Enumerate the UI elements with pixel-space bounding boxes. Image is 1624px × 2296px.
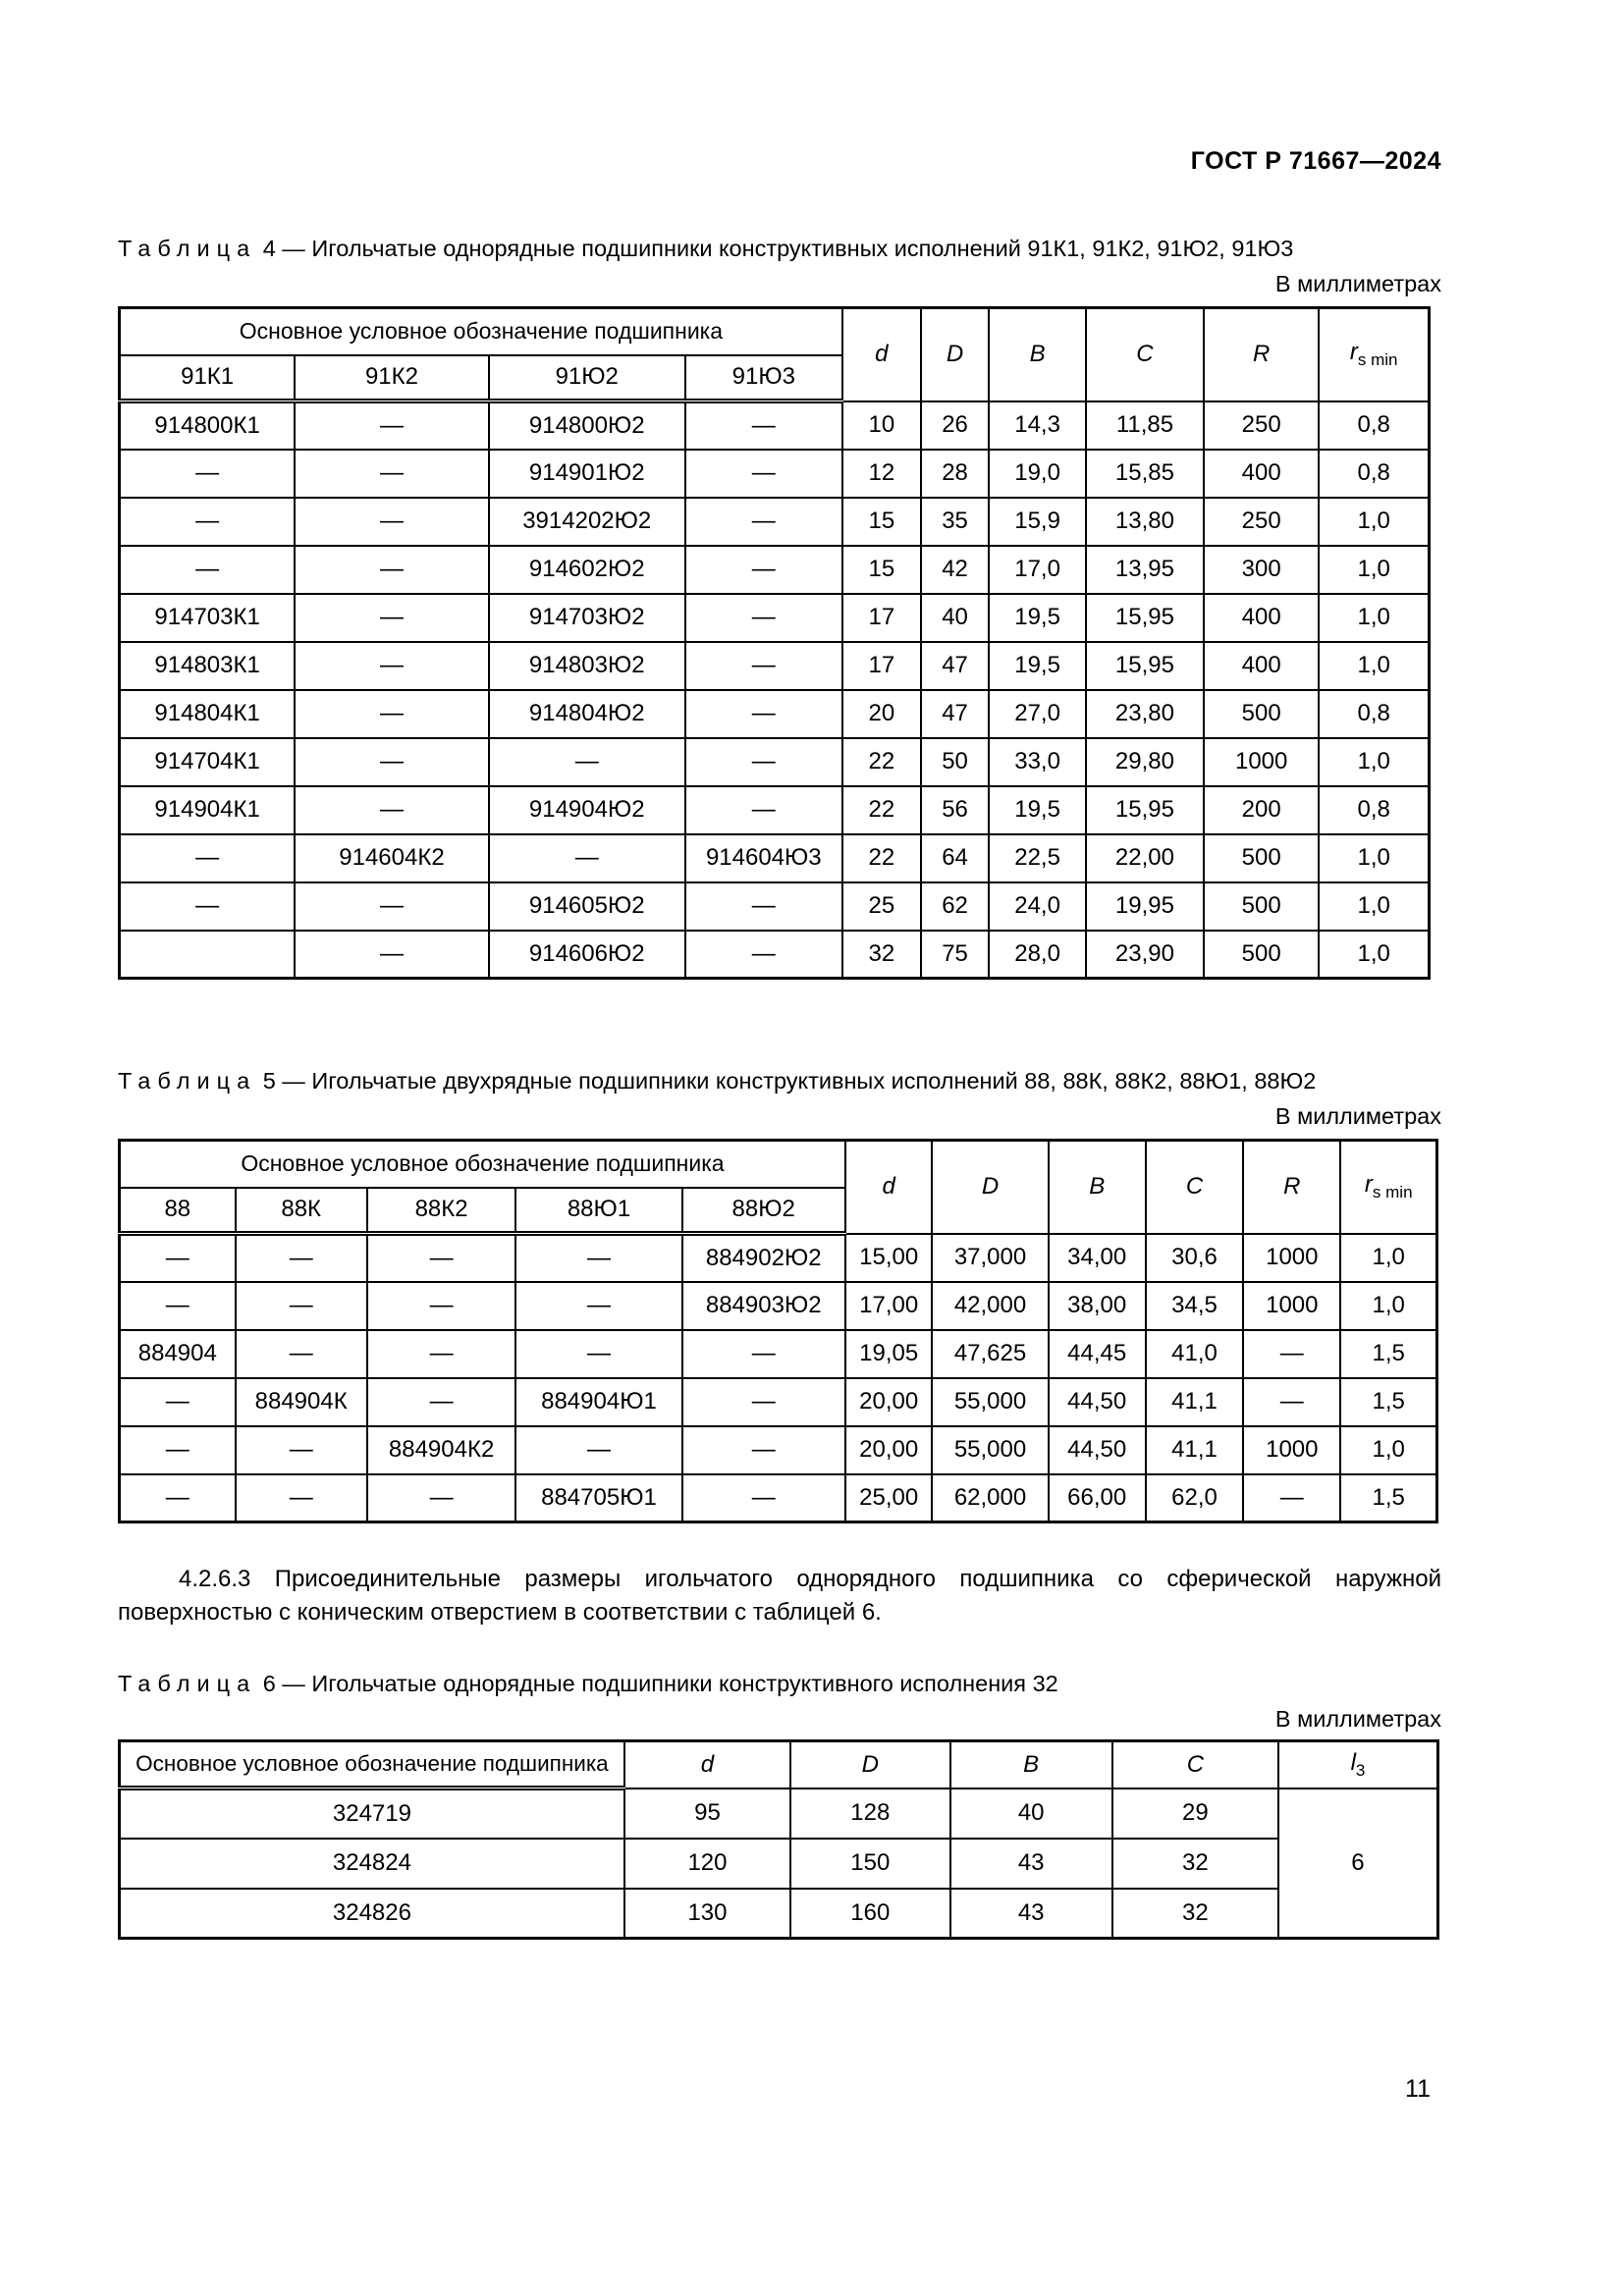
table-cell: — (515, 1330, 681, 1378)
table5-col-d: d (845, 1141, 933, 1234)
table-cell: 914703К1 (120, 594, 296, 642)
table-cell: 19,5 (989, 642, 1086, 690)
table-cell: — (120, 834, 296, 882)
table-cell: 41,1 (1146, 1426, 1243, 1474)
table5-col-R: R (1243, 1141, 1340, 1234)
table-cell: 1,0 (1340, 1282, 1436, 1330)
table-cell: 884904Ю1 (515, 1378, 681, 1426)
table-cell: 1,0 (1319, 642, 1429, 690)
table-cell: 1000 (1243, 1234, 1340, 1282)
table-cell: 30,6 (1146, 1234, 1243, 1282)
table-cell: — (236, 1474, 367, 1522)
table-row (120, 1426, 1437, 1474)
table5-col-C: C (1146, 1141, 1243, 1234)
table-cell: 914602Ю2 (489, 546, 685, 594)
table-cell: 26 (921, 401, 989, 450)
table-cell: — (489, 834, 685, 882)
table-cell: 400 (1204, 642, 1319, 690)
table-cell: 17 (842, 594, 921, 642)
table4-designation-header: Основное условное обозначение подшипника (120, 308, 842, 355)
table-cell: 22 (842, 834, 921, 882)
table-row (120, 1474, 1437, 1522)
table-cell: 19,0 (989, 450, 1086, 498)
table-cell: 914803Ю2 (489, 642, 685, 690)
table-cell: 20 (842, 690, 921, 738)
table-cell: 130 (624, 1889, 790, 1939)
table-cell: 50 (921, 738, 989, 786)
table-cell: — (685, 931, 842, 979)
table-cell: — (1243, 1330, 1340, 1378)
table-cell: 150 (790, 1839, 950, 1889)
table-cell: 40 (950, 1789, 1112, 1839)
table-cell: — (1243, 1474, 1340, 1522)
table-cell: 1,5 (1340, 1378, 1436, 1426)
table-cell: 34,00 (1049, 1234, 1146, 1282)
table6-units-label: В миллиметрах (1274, 1706, 1441, 1732)
table-cell: 250 (1204, 498, 1319, 546)
table-cell: 1,0 (1340, 1234, 1436, 1282)
table-cell: 32 (842, 931, 921, 979)
table-cell: 40 (921, 594, 989, 642)
table-cell: 34,5 (1146, 1282, 1243, 1330)
table-cell: 1,5 (1340, 1474, 1436, 1522)
table-cell: 400 (1204, 450, 1319, 498)
table4-col-rsmin: $r_{s min}$ (1319, 308, 1429, 401)
table-cell: 19,5 (989, 594, 1086, 642)
table-cell: 64 (921, 834, 989, 882)
table-cell: 1,0 (1319, 931, 1429, 979)
table-cell: 324824 (120, 1839, 624, 1889)
table-cell: 19,05 (845, 1330, 933, 1378)
table-cell: — (367, 1234, 516, 1282)
table-cell: 15,00 (845, 1234, 933, 1282)
table-cell: — (236, 1234, 367, 1282)
table-cell: — (685, 594, 842, 642)
table-cell: 62,0 (1146, 1474, 1243, 1522)
standard-code-header: ГОСТ Р 71667—2024 (1190, 147, 1441, 175)
table-cell: 47,625 (932, 1330, 1048, 1378)
table5-subcol-88: 88 (120, 1188, 236, 1234)
table-cell: 38,00 (1049, 1282, 1146, 1330)
table5-title-word: Таблица (118, 1068, 257, 1094)
table-row (120, 1839, 1438, 1889)
table-cell: 35 (921, 498, 989, 546)
table-cell: — (120, 498, 296, 546)
table-cell: — (295, 642, 488, 690)
page-number: 11 (1405, 2075, 1431, 2103)
table-cell: 914605Ю2 (489, 882, 685, 931)
table-cell: — (295, 786, 488, 834)
table-cell: 20,00 (845, 1426, 933, 1474)
table-cell: 42,000 (932, 1282, 1048, 1330)
table-cell: 914704К1 (120, 738, 296, 786)
table-cell (120, 931, 296, 979)
table-cell: — (120, 1282, 236, 1330)
table-cell: — (120, 1474, 236, 1522)
table-cell: 120 (624, 1839, 790, 1889)
table4-subcol-91k1: 91К1 (120, 355, 296, 401)
table4-col-D: D (921, 308, 989, 401)
table-cell: 20,00 (845, 1378, 933, 1426)
table-cell: — (682, 1378, 845, 1426)
table-cell: 27,0 (989, 690, 1086, 738)
table5-title-rest: 5 — Игольчатые двухрядные подшипники конструктивных исполнений 88, 88К, 88К2, 88Ю1, 88Ю2 (262, 1068, 1317, 1094)
table-cell: — (295, 546, 488, 594)
table-cell: 17,00 (845, 1282, 933, 1330)
table-cell: 41,0 (1146, 1330, 1243, 1378)
table-row (120, 1789, 1438, 1839)
table-cell: 43 (950, 1889, 1112, 1939)
table-cell: 55,000 (932, 1426, 1048, 1474)
table-cell: 1000 (1243, 1426, 1340, 1474)
table-cell: 15,95 (1086, 594, 1204, 642)
table-cell: — (685, 738, 842, 786)
table-cell: — (682, 1474, 845, 1522)
table-cell: 23,80 (1086, 690, 1204, 738)
table-cell: 19,5 (989, 786, 1086, 834)
table4-title-word: Таблица (118, 236, 257, 261)
table-cell: — (295, 738, 488, 786)
table-cell: 47 (921, 690, 989, 738)
table-cell: 42 (921, 546, 989, 594)
table-row (120, 931, 1430, 979)
table-cell: 22 (842, 738, 921, 786)
table-cell: 44,50 (1049, 1378, 1146, 1426)
table-cell: 22 (842, 786, 921, 834)
table-cell: — (367, 1282, 516, 1330)
table-cell: 200 (1204, 786, 1319, 834)
table-cell: — (685, 642, 842, 690)
table-cell: — (120, 546, 296, 594)
table6-col-C: C (1112, 1741, 1278, 1789)
table6-col-l3: $l_3$ (1278, 1741, 1438, 1789)
table5-subcol-88k2: 88К2 (367, 1188, 516, 1234)
table-cell: 12 (842, 450, 921, 498)
table-cell: 19,95 (1086, 882, 1204, 931)
table-cell: 0,8 (1319, 401, 1429, 450)
table-cell: 500 (1204, 690, 1319, 738)
table-cell: 15,95 (1086, 642, 1204, 690)
table-cell: 17,0 (989, 546, 1086, 594)
table-cell: 1,0 (1340, 1426, 1436, 1474)
table-cell: 500 (1204, 882, 1319, 931)
table-cell: 14,3 (989, 401, 1086, 450)
table-cell: 3914202Ю2 (489, 498, 685, 546)
table-cell: 23,90 (1086, 931, 1204, 979)
table-cell: 15,95 (1086, 786, 1204, 834)
table-cell: 37,000 (932, 1234, 1048, 1282)
table-cell: — (685, 786, 842, 834)
table-cell: 1,0 (1319, 498, 1429, 546)
table6-header-row (120, 1741, 1438, 1789)
table6-title-rest: 6 — Игольчатые однорядные подшипники конструктивного исполнения 32 (262, 1671, 1058, 1696)
table-cell: 400 (1204, 594, 1319, 642)
table-cell: 47 (921, 642, 989, 690)
table-cell: — (515, 1426, 681, 1474)
table-cell: 28 (921, 450, 989, 498)
table5-subcol-88k: 88К (236, 1188, 367, 1234)
table-cell: 1,0 (1319, 882, 1429, 931)
table-cell: 884902Ю2 (682, 1234, 845, 1282)
table-row (120, 594, 1430, 642)
table-cell: — (120, 882, 296, 931)
table-cell: 41,1 (1146, 1378, 1243, 1426)
table-cell: 28,0 (989, 931, 1086, 979)
table-cell: 914803К1 (120, 642, 296, 690)
table-cell: 1,0 (1319, 834, 1429, 882)
table-cell: — (515, 1282, 681, 1330)
table-cell: 15,85 (1086, 450, 1204, 498)
table-cell: 62,000 (932, 1474, 1048, 1522)
table-cell: 1,0 (1319, 594, 1429, 642)
table-cell: 884705Ю1 (515, 1474, 681, 1522)
table5-col-rsmin: $r_{s min}$ (1340, 1141, 1436, 1234)
table-cell: — (367, 1378, 516, 1426)
table-cell: — (367, 1474, 516, 1522)
table-cell: — (295, 931, 488, 979)
table-cell: 1,5 (1340, 1330, 1436, 1378)
table-cell: 62 (921, 882, 989, 931)
table-cell: — (120, 1378, 236, 1426)
table-cell: 22,00 (1086, 834, 1204, 882)
table-row (120, 738, 1430, 786)
table-cell: 13,80 (1086, 498, 1204, 546)
table4-col-C: C (1086, 308, 1204, 401)
table5-units-label: В миллиметрах (1274, 1103, 1441, 1129)
table6 (118, 1739, 1439, 1940)
table4-body (120, 401, 1430, 979)
table-row (120, 450, 1430, 498)
table-row (120, 1234, 1437, 1282)
table6-title (118, 1669, 1441, 1698)
table5-col-D: D (932, 1141, 1048, 1234)
table-cell: — (685, 401, 842, 450)
table-cell: — (236, 1426, 367, 1474)
table-cell: — (295, 690, 488, 738)
table-cell: 914904К1 (120, 786, 296, 834)
table-cell: 914800Ю2 (489, 401, 685, 450)
table-cell: 15 (842, 498, 921, 546)
table-cell: 914606Ю2 (489, 931, 685, 979)
table-cell: 11,85 (1086, 401, 1204, 450)
table-cell: — (295, 450, 488, 498)
table-cell: 15 (842, 546, 921, 594)
table5-subcol-88yu2: 88Ю2 (682, 1188, 845, 1234)
table5-subcol-88yu1: 88Ю1 (515, 1188, 681, 1234)
table-cell: 250 (1204, 401, 1319, 450)
table-cell: — (515, 1234, 681, 1282)
table-cell: 22,5 (989, 834, 1086, 882)
table-cell: 324719 (120, 1789, 624, 1839)
table-cell: 914901Ю2 (489, 450, 685, 498)
table5-body (120, 1234, 1437, 1522)
table-cell: 914703Ю2 (489, 594, 685, 642)
table4-subcol-91yu2: 91Ю2 (489, 355, 685, 401)
table-cell: — (682, 1426, 845, 1474)
table-cell: — (682, 1330, 845, 1378)
table6-designation-header: Основное условное обозначение подшипника (120, 1741, 624, 1789)
table4-title (118, 234, 1441, 263)
table-cell: 914604Ю3 (685, 834, 842, 882)
table4-title-rest: 4 — Игольчатые однорядные подшипники конструктивных исполнений 91К1, 91К2, 91Ю2, 91Ю3 (262, 236, 1294, 261)
table-cell: 56 (921, 786, 989, 834)
table-cell: 884903Ю2 (682, 1282, 845, 1330)
table4-col-R: R (1204, 308, 1319, 401)
table-cell: — (685, 450, 842, 498)
table-cell: 1,0 (1319, 738, 1429, 786)
table-cell: 0,8 (1319, 690, 1429, 738)
table-row (120, 1889, 1438, 1939)
table6-merged-l3-cell: 6 (1278, 1789, 1438, 1939)
table-cell: 17 (842, 642, 921, 690)
table6-col-D: D (790, 1741, 950, 1789)
table-cell: — (489, 738, 685, 786)
table-cell: 75 (921, 931, 989, 979)
table-cell: 15,9 (989, 498, 1086, 546)
table-cell: 914804К1 (120, 690, 296, 738)
table-row (120, 642, 1430, 690)
table-cell: — (685, 498, 842, 546)
table-cell: 884904 (120, 1330, 236, 1378)
table-cell: 300 (1204, 546, 1319, 594)
table4-subcol-91yu3: 91Ю3 (685, 355, 842, 401)
table-cell: 25,00 (845, 1474, 933, 1522)
table-row (120, 834, 1430, 882)
table-row (120, 882, 1430, 931)
table-cell: 10 (842, 401, 921, 450)
table-cell: 29,80 (1086, 738, 1204, 786)
table-cell: — (295, 498, 488, 546)
table-cell: 914804Ю2 (489, 690, 685, 738)
table-row (120, 786, 1430, 834)
table-cell: 43 (950, 1839, 1112, 1889)
table-cell: 25 (842, 882, 921, 931)
table5-col-B: B (1049, 1141, 1146, 1234)
table-cell: — (295, 401, 488, 450)
table-cell: 55,000 (932, 1378, 1048, 1426)
table4-col-d: d (842, 308, 921, 401)
table-cell: 884904К2 (367, 1426, 516, 1474)
table-cell: 44,45 (1049, 1330, 1146, 1378)
table4-col-B: B (989, 308, 1086, 401)
table-cell: — (120, 1426, 236, 1474)
table-cell: — (120, 1234, 236, 1282)
table-cell: 24,0 (989, 882, 1086, 931)
table5-title (118, 1066, 1441, 1095)
table-cell: 914604К2 (295, 834, 488, 882)
table-cell: 0,8 (1319, 450, 1429, 498)
table4-units-label: В миллиметрах (1274, 271, 1441, 296)
table-cell: — (236, 1282, 367, 1330)
table-row (120, 498, 1430, 546)
table-cell: 160 (790, 1889, 950, 1939)
table-cell: — (1243, 1378, 1340, 1426)
table4-subcol-91k2: 91К2 (295, 355, 488, 401)
table-cell: 32 (1112, 1839, 1278, 1889)
table-cell: — (120, 450, 296, 498)
table-cell: 1000 (1204, 738, 1319, 786)
table-cell: 0,8 (1319, 786, 1429, 834)
table6-col-B: B (950, 1741, 1112, 1789)
table-row (120, 546, 1430, 594)
table-row (120, 401, 1430, 450)
table-cell: 1,0 (1319, 546, 1429, 594)
table4 (118, 306, 1431, 980)
table-row (120, 1330, 1437, 1378)
table-cell: 500 (1204, 834, 1319, 882)
table-cell: 914800К1 (120, 401, 296, 450)
table-cell: 884904К (236, 1378, 367, 1426)
table-cell: — (367, 1330, 516, 1378)
table-cell: 1000 (1243, 1282, 1340, 1330)
table-cell: 914904Ю2 (489, 786, 685, 834)
table-cell: — (295, 882, 488, 931)
table6-col-d: d (624, 1741, 790, 1789)
table-cell: — (685, 690, 842, 738)
table-cell: — (295, 594, 488, 642)
table6-title-word: Таблица (118, 1671, 257, 1696)
table-cell: 29 (1112, 1789, 1278, 1839)
table5-header-row1 (120, 1141, 1437, 1188)
table-row (120, 1282, 1437, 1330)
table-cell: 32 (1112, 1889, 1278, 1939)
table-cell: 128 (790, 1789, 950, 1839)
table-row (120, 690, 1430, 738)
table-cell: 13,95 (1086, 546, 1204, 594)
table4-header-row1 (120, 308, 1430, 355)
table-cell: 44,50 (1049, 1426, 1146, 1474)
paragraph-4-2-6-3: 4.2.6.3 Присоединительные размеры игольчатого однорядного подшипника со сферической наружной поверхностью с коническим отверстием в соответствии с таблицей 6. (118, 1566, 1441, 1626)
table-cell: 500 (1204, 931, 1319, 979)
table-cell: 66,00 (1049, 1474, 1146, 1522)
table-cell: — (685, 546, 842, 594)
table-cell: — (685, 882, 842, 931)
table5-designation-header: Основное условное обозначение подшипника (120, 1141, 845, 1188)
table-cell: — (236, 1330, 367, 1378)
table-cell: 324826 (120, 1889, 624, 1939)
table-cell: 95 (624, 1789, 790, 1839)
table-cell: 33,0 (989, 738, 1086, 786)
table-row (120, 1378, 1437, 1426)
table5 (118, 1139, 1438, 1523)
